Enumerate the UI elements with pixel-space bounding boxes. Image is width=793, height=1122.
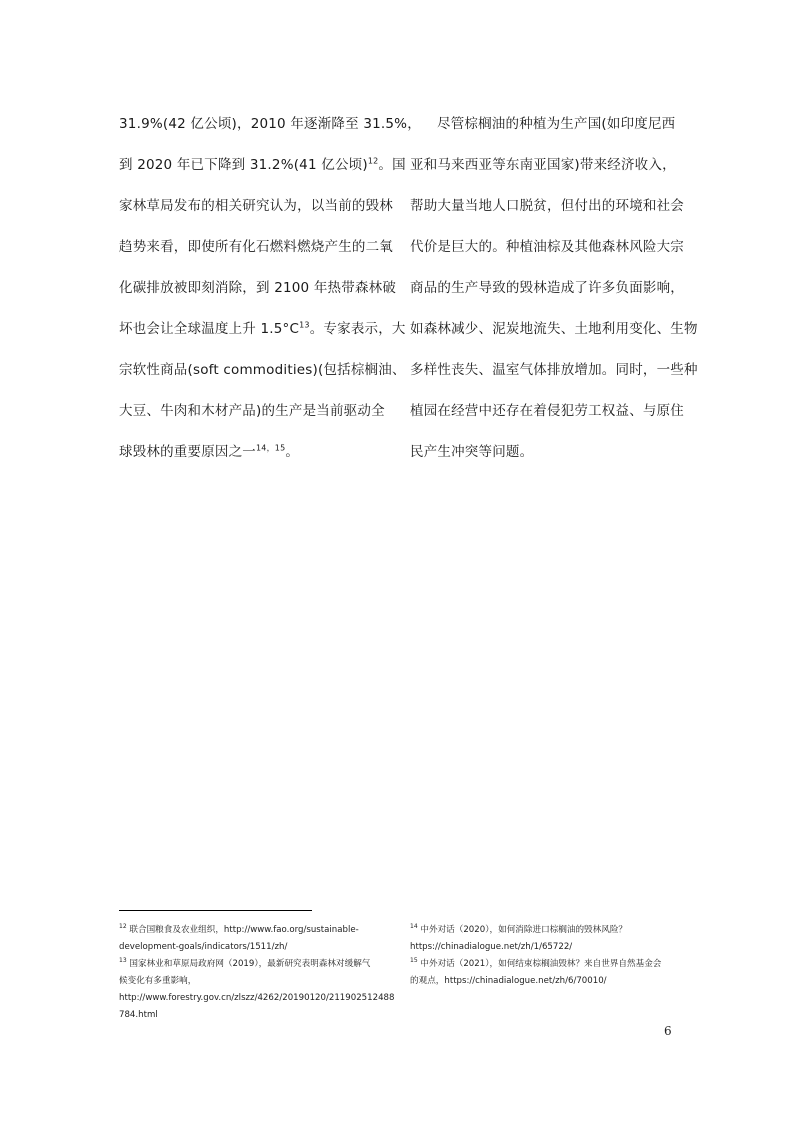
footnotes-right	[410, 922, 680, 990]
body-line: 宗软性商品(soft commodities)(包括棕榈油、	[119, 362, 406, 378]
body-line: 球毁林的重要原因之一$^{14,15}$。	[119, 443, 300, 460]
body-line: 亚和马来西亚等东南亚国家)带来经济收入，	[410, 157, 676, 173]
body-line: 家林草局发布的相关研究认为，以当前的毁林	[119, 198, 393, 214]
footnote-ref[interactable]: 13	[299, 320, 310, 330]
body-line: 化碳排放被即刻消除，到 2100 年热带森林破	[119, 280, 397, 296]
footnotes-left	[119, 922, 395, 1024]
body-line: 代价是巨大的。种植油棕及其他森林风险大宗	[410, 239, 684, 255]
footnote-link[interactable]: https://chinadialogue.net/zh/1/65722/	[410, 942, 573, 952]
body-line: 趋势来看，即使所有化石燃料燃烧产生的二氧	[119, 239, 393, 255]
body-column-right	[410, 108, 698, 477]
page-number: 6	[664, 1024, 672, 1038]
footnote-ref[interactable]: 12	[367, 156, 379, 166]
body-line: 帮助大量当地人口脱贫，但付出的环境和社会	[410, 198, 684, 214]
footnote-link[interactable]: 的观点，https://chinadialogue.net/zh/6/70010/	[410, 976, 607, 986]
body-line: 坏也会让全球温度上升 $1.5^\circ C^{13}$。专家表示，大	[119, 320, 406, 337]
body-line: 到 2020 年已下降到 31.2%(41 亿公顷)$^{12}$。国	[119, 156, 406, 173]
body-column-left	[119, 108, 421, 477]
footnote-13: $^{13}$ 国家林业和草原局政府网（2019），最新研究表明森林对缓解气	[119, 957, 371, 969]
footnote-12: $^{12}$ 联合国粮食及农业组织，http://www.fao.org/sustainable-	[119, 923, 359, 935]
body-line: 31.9%(42 亿公顷)，2010 年逐渐降至 31.5%，	[119, 116, 421, 132]
footnote-ref[interactable]: 14，15	[256, 443, 286, 453]
body-line: 民产生冲突等问题。	[410, 444, 534, 460]
footnote-line: 候变化有多重影响，	[119, 976, 197, 986]
footnote-line: development-goals/indicators/1511/zh/	[119, 942, 288, 952]
footnote-divider	[119, 910, 312, 911]
body-line: 如森林减少、泥炭地流失、土地利用变化、生物	[410, 321, 698, 337]
body-line: 尽管棕榈油的种植为生产国(如印度尼西	[437, 116, 676, 132]
body-line: 商品的生产导致的毁林造成了许多负面影响，	[410, 280, 684, 296]
body-line: 多样性丧失、温室气体排放增加。同时，一些种	[410, 362, 698, 378]
footnote-14: $^{14}$ 中外对话（2020），如何消除进口棕榈油的毁林风险？	[410, 923, 628, 935]
body-line: 植园在经营中还存在着侵犯劳工权益、与原住	[410, 403, 684, 419]
footnote-link[interactable]: 784.html	[119, 1010, 158, 1020]
footnote-15: $^{15}$ 中外对话（2021），如何结束棕榈油毁林？来自世界自然基金会	[410, 957, 662, 969]
footnote-link[interactable]: http://www.forestry.gov.cn/zlszz/4262/20190120/211902512488	[119, 993, 395, 1003]
body-line: 大豆、牛肉和木材产品)的生产是当前驱动全	[119, 403, 385, 419]
